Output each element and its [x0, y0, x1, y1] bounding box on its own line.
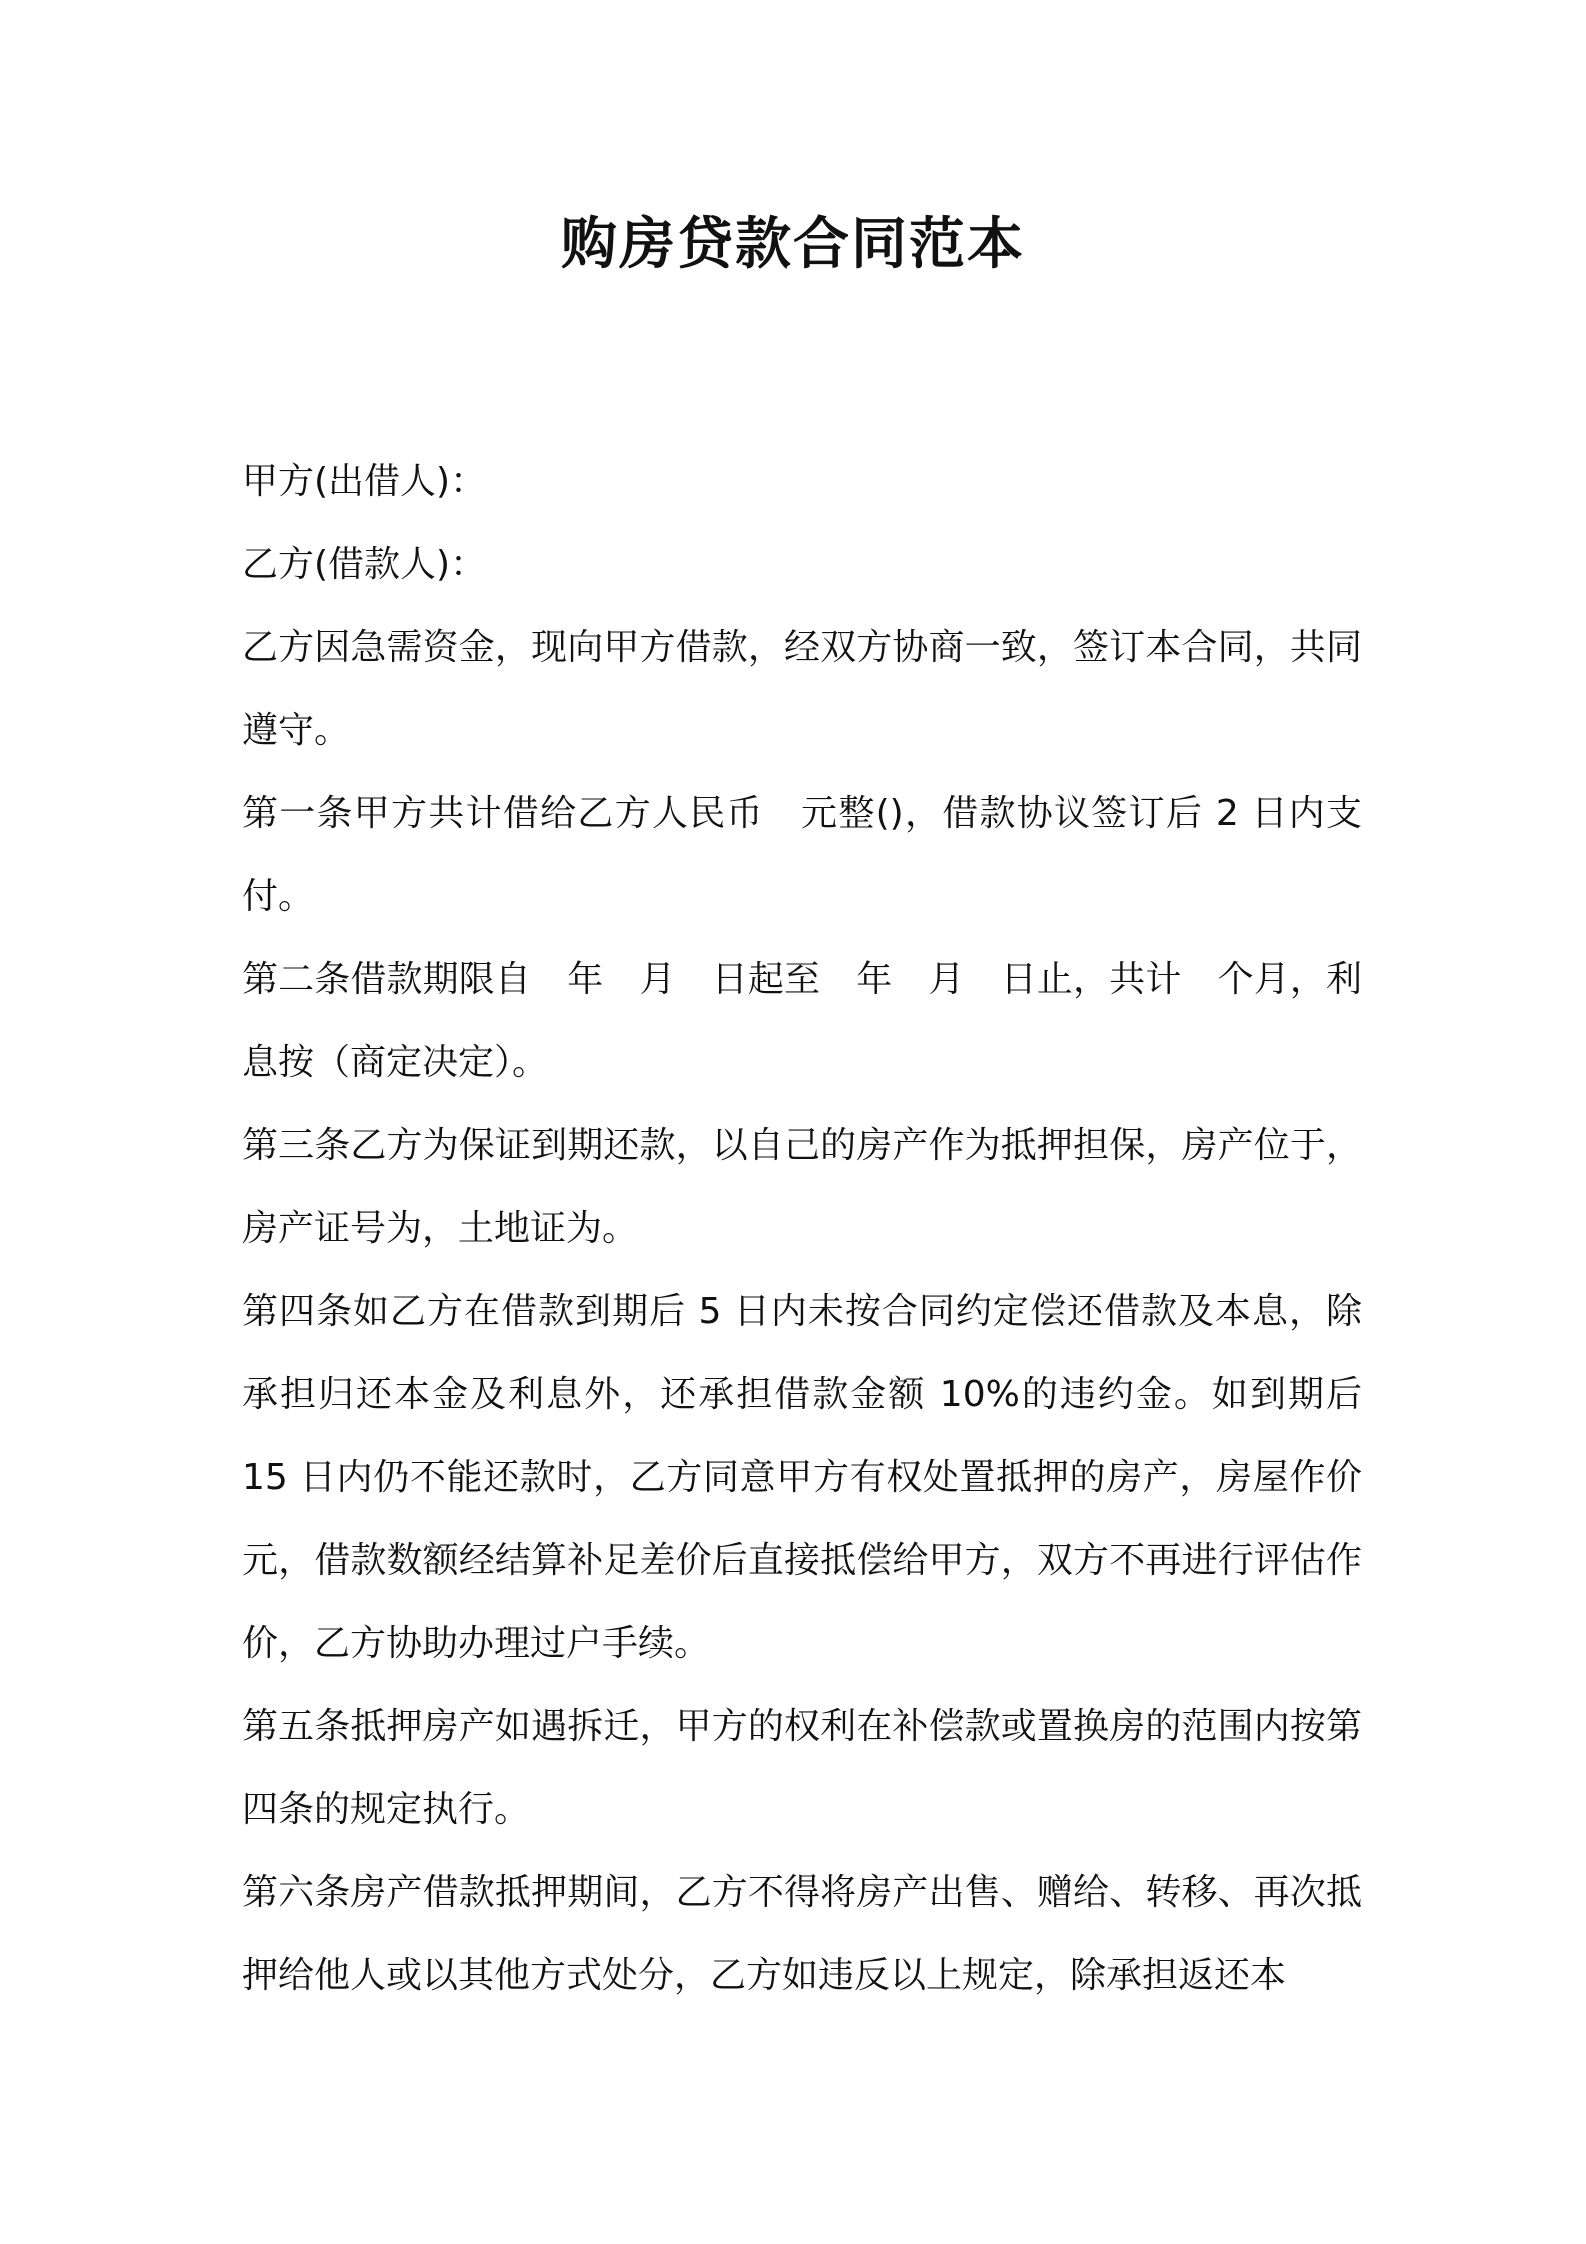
article-5-paragraph: 第五条抵押房产如遇拆迁，甲方的权利在补偿款或置换房的范围内按第四条的规定执行。 — [242, 1706, 1362, 1830]
article-3-paragraph: 第三条乙方为保证到期还款，以自己的房产作为抵押担保，房产位于，房产证号为，土地证为。 — [242, 1125, 1362, 1249]
document-body — [242, 440, 1362, 2017]
article-4-paragraph: 第四条如乙方在借款到期后 5 日内未按合同约定偿还借款及本息，除承担归还本金及利息外，还承担借款金额 10%的违约金。如到期后 15 日内仍不能还款时，乙方同意甲方有权处置抵押的房产，房屋作价元，借款数额经结算补足差价后直接抵偿给甲方，双方不再进行评估作价，乙方协助办理过户手续。 — [242, 1291, 1362, 1664]
article-1-paragraph: 第一条甲方共计借给乙方人民币 元整()，借款协议签订后 2 日内支付。 — [242, 793, 1362, 917]
article-2-paragraph: 第二条借款期限自 年 月 日起至 年 月 日止，共计 个月，利息按（商定决定）。 — [242, 959, 1362, 1083]
party-b-line: 乙方(借款人)： — [242, 544, 487, 585]
preamble-paragraph: 乙方因急需资金，现向甲方借款，经双方协商一致，签订本合同，共同遵守。 — [242, 627, 1362, 751]
document-title: 购房贷款合同范本 — [561, 212, 1025, 277]
party-a-line: 甲方(出借人)： — [242, 461, 487, 502]
article-6-paragraph: 第六条房产借款抵押期间，乙方不得将房产出售、赠给、转移、再次抵押给他人或以其他方式处分，乙方如违反以上规定，除承担返还本 — [242, 1872, 1362, 1996]
